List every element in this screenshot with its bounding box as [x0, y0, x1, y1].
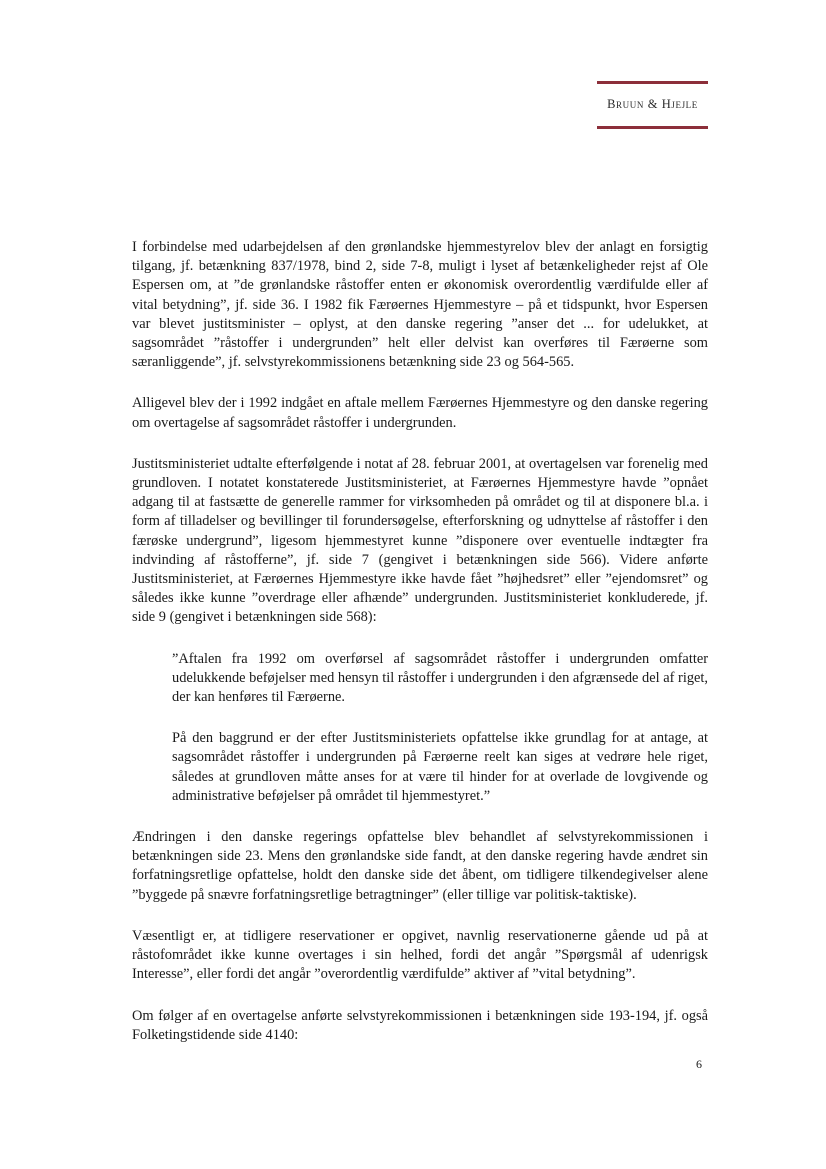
letterhead-bottom-rule [597, 126, 708, 129]
block-quote-paragraph: På den baggrund er der efter Justitsministeriets opfattelse ikke grundlag for at antage, at sagsområdet råstoffer i undergrunden på Færøerne reelt kan siges at vedrøre hele riget, således at grundloven måtte anses for at være til hinder for at overlade de lovgivende og administrative beføjelser på området til hjemmestyret.” [172, 730, 708, 804]
letterhead [597, 81, 708, 129]
paragraph: I forbindelse med udarbejdelsen af den grønlandske hjemmestyrelov blev der anlagt en forsigtig tilgang, jf. betænkning 837/1978, bind 2, side 7-8, muligt i lyset af betænkeligheder rejst af Ole Espersen om, at ”de grønlandske råstoffer enten er økonomisk overordentlig værdifulde eller af vital betydning”, jf. side 36. I 1982 fik Færøernes Hjemmestyre – på et tidspunkt, hvor Espersen var blevet justitsminister – oplyst, at den danske regering ”anser det ... for udelukket, at sagsområdet ”råstoffer i undergrunden” helt eller delvist kan overføres til Færøerne som særanliggende”, jf. selvstyrekommissionens betænkning side 23 og 564-565. [132, 239, 708, 371]
letterhead-top-rule [597, 81, 708, 84]
paragraph: Om følger af en overtagelse anførte selvstyrekommissionen i betænkningen side 193-194, jf. også Folketingstidende side 4140: [132, 1007, 708, 1043]
paragraph: Væsentligt er, at tidligere reservationer er opgivet, navnlig reservationerne gående ud på at råstofområdet ikke kunne overtages i sin helhed, fordi det angår ”Spørgsmål af udenrigsk Interesse”, eller fordi det angår ”overordentlig værdifulde” aktiver af ”vital betydning”. [132, 927, 708, 983]
paragraph: Ændringen i den danske regerings opfattelse blev behandlet af selvstyrekommissionen i betænkningen side 23. Mens den grønlandske side fandt, at den danske regering havde ændret sin forfatningsretlige opfattelse, holdt den danske side det åbent, om tidligere tilkendegivelser alene ”byggede på snævre forfatningsretlige betragtninger” (eller tillige var politisk-taktiske). [132, 829, 708, 903]
page-number: 6 [696, 1057, 702, 1071]
firm-name: Bruun & Hjejle [607, 97, 698, 111]
paragraph: Alligevel blev der i 1992 indgået en aftale mellem Færøernes Hjemmestyre og den danske regering om overtagelse af sagsområdet råstoffer i undergrunden. [132, 395, 708, 431]
block-quote-paragraph: ”Aftalen fra 1992 om overførsel af sagsområdet råstoffer i undergrunden omfatter udelukkende beføjelser med hensyn til råstoffer i undergrunden i den afgrænsede del af riget, der kan henføres til Færøerne. [172, 650, 708, 706]
paragraph: Justitsministeriet udtalte efterfølgende i notat af 28. februar 2001, at overtagelsen var forenelig med grundloven. I notatet konstaterede Justitsministeriet, at Færøernes Hjemmestyre havde ”opnået adgang til at fastsætte de generelle rammer for virksomheden på området og til at disponere bl.a. i form af tilladelser og bevillinger til forundersøgelse, efterforskning og udnyttelse af råstoffer i den færøske undergrund”, ligesom hjemmestyret kunne ”disponere over eventuelle indtægter fra indvinding af råstofferne”, jf. side 7 (gengivet i betænkningen side 566). Videre anførte Justitsministeriet, at Færøernes Hjemmestyre ikke havde fået ”højhedsret” eller ”ejendomsret” og således ikke kunne ”overdrage eller afhænde” undergrunden. Justitsministeriet konkluderede, jf. side 9 (gengivet i betænkningen side 568): [132, 455, 708, 626]
document-body [132, 238, 708, 1067]
